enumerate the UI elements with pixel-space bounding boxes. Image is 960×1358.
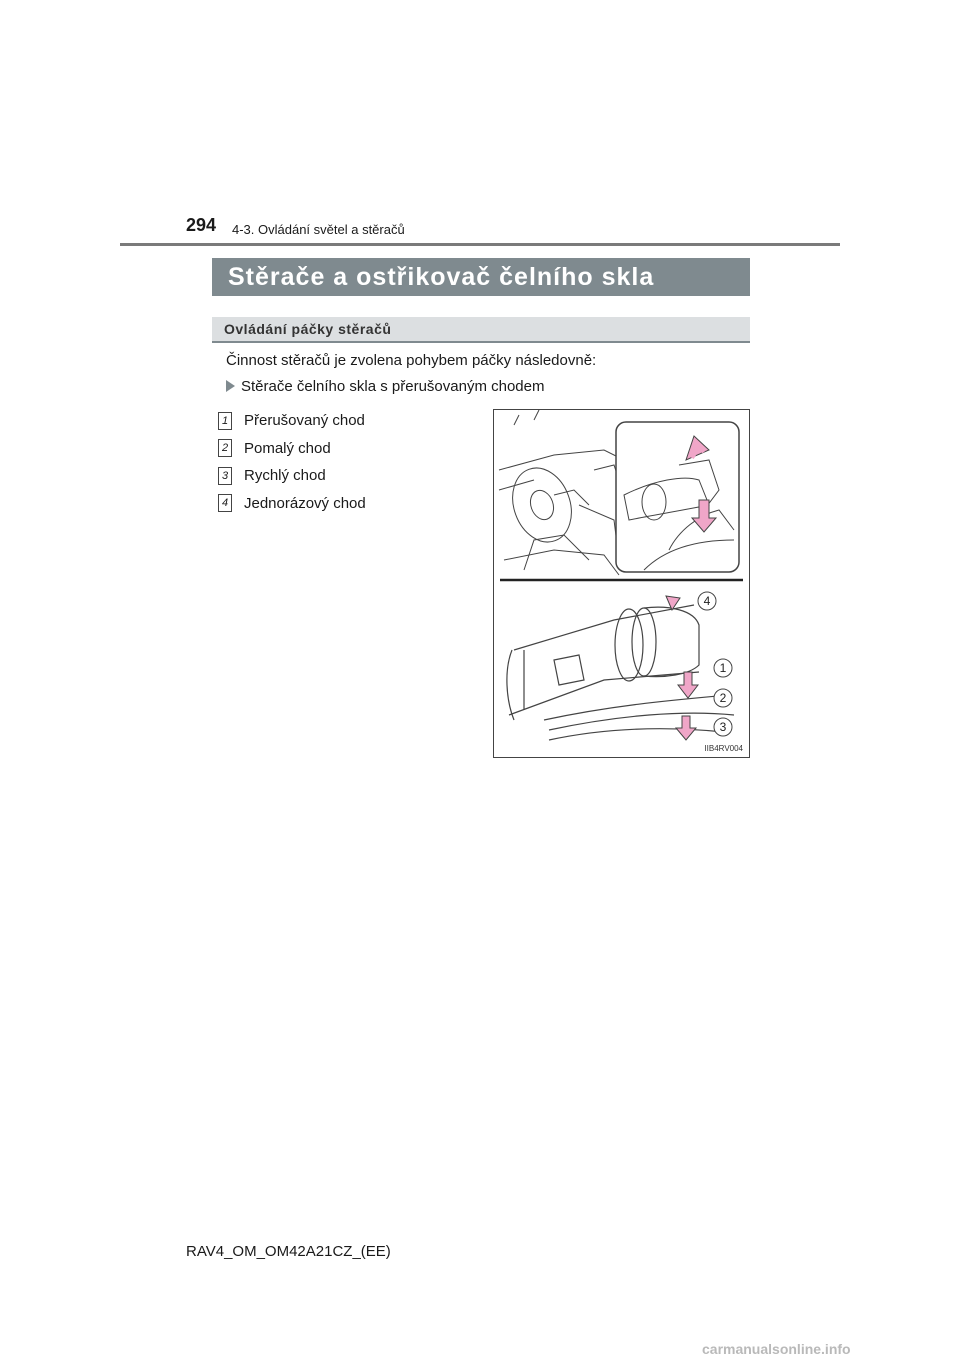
callout-label: 1 [719, 661, 727, 675]
list-item [218, 435, 366, 463]
subheading-text: Stěrače čelního skla s přerušovaným chodem [241, 378, 545, 395]
item-number: 2 [218, 439, 232, 457]
item-label: Pomalý chod [244, 439, 331, 457]
section-reference: 4-3. Ovládání světel a stěračů [232, 222, 405, 237]
item-list [218, 407, 366, 517]
figure-code: IIB4RV004 [704, 744, 743, 753]
intro-text: Činnost stěračů je zvolena pohybem páčky následovně: [226, 352, 597, 369]
triangle-bullet-icon [226, 380, 235, 392]
page-title: Stěrače a ostřikovač čelního skla [212, 258, 750, 296]
list-item [218, 407, 366, 435]
wiper-lever-illustration [493, 409, 750, 758]
list-item [218, 490, 366, 518]
watermark: carmanualsonline.info [702, 1341, 851, 1357]
header-divider [120, 243, 840, 246]
item-number: 3 [218, 467, 232, 485]
item-label: Jednorázový chod [244, 494, 366, 512]
section-subtitle: Ovládání páčky stěračů [212, 317, 750, 343]
callout-label: 4 [703, 594, 711, 608]
page-number: 294 [186, 215, 217, 235]
wiper-lever-drawing [494, 410, 749, 757]
item-number: 1 [218, 412, 232, 430]
item-label: Přerušovaný chod [244, 412, 365, 430]
subheading [226, 378, 544, 395]
callout-label: 2 [719, 691, 727, 705]
list-item [218, 462, 366, 490]
footer-doc-id: RAV4_OM_OM42A21CZ_(EE) [186, 1243, 391, 1260]
callout-label: 3 [719, 720, 727, 734]
item-number: 4 [218, 494, 232, 512]
item-label: Rychlý chod [244, 467, 326, 485]
